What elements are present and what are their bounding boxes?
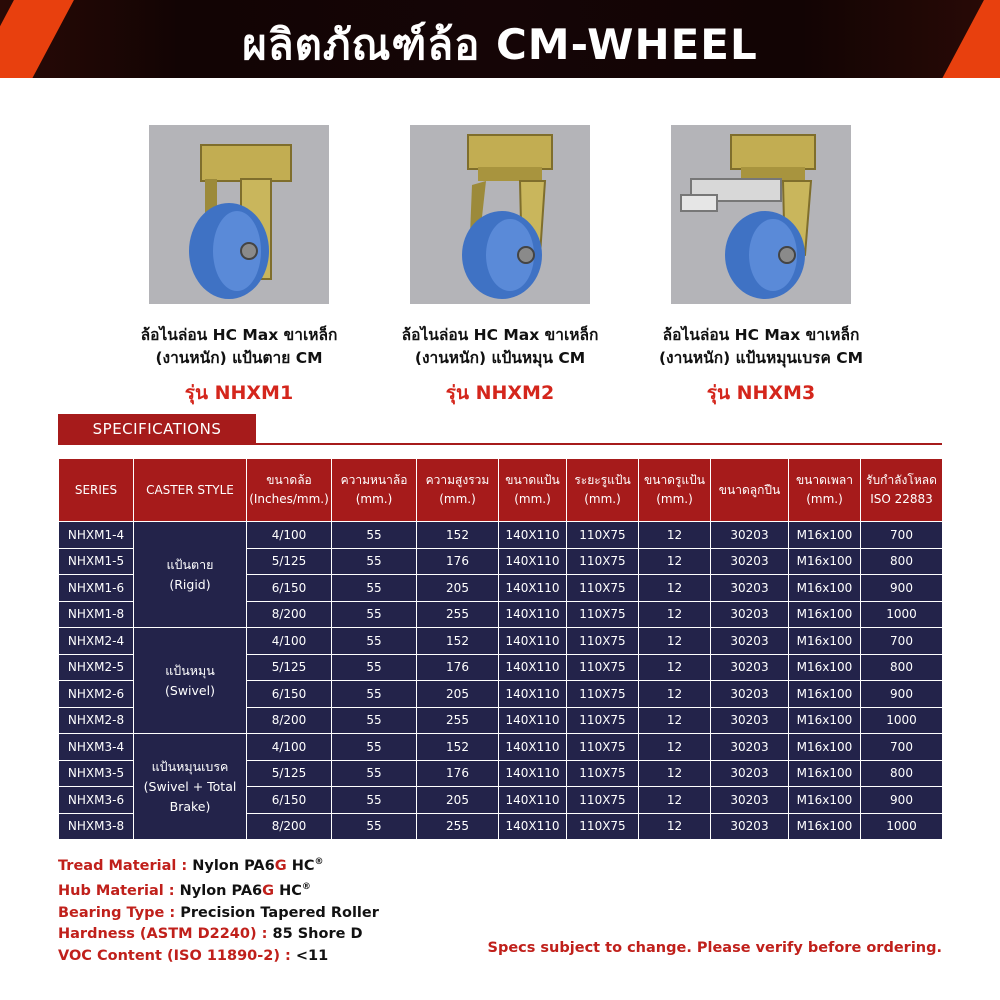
product-name [104, 324, 374, 370]
series-cell: NHXM3-5 [59, 760, 134, 787]
table-row [59, 734, 943, 761]
plate-size-cell: 140X110 [499, 654, 567, 681]
axle-size-cell: M16x100 [789, 654, 861, 681]
axle-size-cell: M16x100 [789, 707, 861, 734]
column-header-unit: (mm.) [806, 492, 843, 506]
caster-style-line: แป้นหมุน [165, 662, 215, 678]
axle-size-cell: M16x100 [789, 522, 861, 549]
axle-size-cell: M16x100 [789, 760, 861, 787]
note-label: Hardness (ASTM D2240) : [58, 926, 268, 943]
overall-height-cell: 255 [417, 813, 499, 840]
table-row [59, 522, 943, 549]
bolt-hole-spacing-cell: 110X75 [567, 760, 639, 787]
product-name [365, 324, 635, 370]
wheel-size-cell: 5/125 [247, 548, 332, 575]
product-card-nhxm3 [626, 125, 896, 408]
table-header-row [59, 459, 943, 522]
wheel-size-cell: 8/200 [247, 813, 332, 840]
wheel-size-cell: 5/125 [247, 760, 332, 787]
load-capacity-cell: 700 [861, 628, 943, 655]
product-photo-swivel-caster [410, 125, 590, 304]
wheel-width-cell: 55 [332, 601, 417, 628]
wheel-width-cell: 55 [332, 681, 417, 708]
wheel-width-cell: 55 [332, 707, 417, 734]
bolt-hole-spacing-cell: 110X75 [567, 707, 639, 734]
column-header [134, 459, 247, 522]
column-header-unit: (mm.) [439, 492, 476, 506]
bolt-hole-size-cell: 12 [639, 548, 711, 575]
column-header-unit: (mm.) [514, 492, 551, 506]
bearing-size-cell: 30203 [711, 681, 789, 708]
product-name-line: (งานหนัก) แป้นตาย CM [155, 349, 323, 367]
bolt-hole-size-cell: 12 [639, 734, 711, 761]
product-photo-brake-caster [671, 125, 851, 304]
bolt-hole-size-cell: 12 [639, 787, 711, 814]
overall-height-cell: 205 [417, 575, 499, 602]
bolt-hole-size-cell: 12 [639, 681, 711, 708]
column-header-label: ความหนาล้อ [340, 473, 408, 487]
caster-style-line: แป้นหมุนเบรค [151, 758, 229, 774]
series-cell: NHXM3-4 [59, 734, 134, 761]
note-tread-material [58, 852, 379, 877]
bolt-hole-size-cell: 12 [639, 601, 711, 628]
load-capacity-cell: 1000 [861, 601, 943, 628]
note-value: Precision Tapered Roller [175, 904, 379, 921]
load-capacity-cell: 800 [861, 548, 943, 575]
column-header [789, 459, 861, 522]
plate-size-cell: 140X110 [499, 601, 567, 628]
bearing-size-cell: 30203 [711, 548, 789, 575]
overall-height-cell: 255 [417, 707, 499, 734]
bolt-hole-size-cell: 12 [639, 654, 711, 681]
registered-mark: ® [301, 882, 311, 893]
bolt-hole-spacing-cell: 110X75 [567, 628, 639, 655]
table-body [59, 522, 943, 840]
wheel-size-cell: 6/150 [247, 787, 332, 814]
overall-height-cell: 176 [417, 548, 499, 575]
wheel-size-cell: 4/100 [247, 628, 332, 655]
column-header-unit: (mm.) [584, 492, 621, 506]
note-value-highlight: G [262, 883, 275, 900]
page-title: ผลิตภัณฑ์ล้อ CM-WHEEL [242, 20, 758, 69]
wheel-width-cell: 55 [332, 654, 417, 681]
series-cell: NHXM1-8 [59, 601, 134, 628]
material-notes [58, 852, 379, 967]
bearing-size-cell: 30203 [711, 707, 789, 734]
swivel-caster-icon [410, 125, 590, 304]
caster-style-line: (Swivel) [165, 682, 215, 698]
axle-size-cell: M16x100 [789, 628, 861, 655]
bearing-size-cell: 30203 [711, 760, 789, 787]
series-cell: NHXM2-5 [59, 654, 134, 681]
wheel-width-cell: 55 [332, 813, 417, 840]
bolt-hole-spacing-cell: 110X75 [567, 654, 639, 681]
wheel-width-cell: 55 [332, 522, 417, 549]
note-value: <11 [290, 947, 329, 964]
product-name-line: ล้อไนล่อน HC Max ขาเหล็ก [401, 326, 599, 344]
wheel-size-cell: 6/150 [247, 681, 332, 708]
note-value: 85 Shore D [267, 926, 363, 943]
page-header [0, 0, 1000, 78]
wheel-size-cell: 8/200 [247, 601, 332, 628]
plate-size-cell: 140X110 [499, 548, 567, 575]
product-model: รุ่น NHXM3 [706, 382, 816, 404]
axle-size-cell: M16x100 [789, 734, 861, 761]
series-cell: NHXM3-6 [59, 787, 134, 814]
load-capacity-cell: 700 [861, 734, 943, 761]
bearing-size-cell: 30203 [711, 787, 789, 814]
wheel-width-cell: 55 [332, 575, 417, 602]
wheel-width-cell: 55 [332, 548, 417, 575]
note-label: Tread Material : [58, 857, 188, 874]
specifications-tab: SPECIFICATIONS [58, 414, 256, 444]
note-label: Hub Material : [58, 883, 175, 900]
caster-style-line: (Swivel + Total [143, 778, 237, 794]
overall-height-cell: 205 [417, 681, 499, 708]
product-name-line: ล้อไนล่อน HC Max ขาเหล็ก [662, 326, 860, 344]
axle-size-cell: M16x100 [789, 601, 861, 628]
wheel-size-cell: 4/100 [247, 734, 332, 761]
load-capacity-cell: 800 [861, 654, 943, 681]
wheel-size-cell: 4/100 [247, 522, 332, 549]
column-header-label: ระยะรูแป้น [574, 473, 631, 487]
column-header [332, 459, 417, 522]
bolt-hole-spacing-cell: 110X75 [567, 548, 639, 575]
specs-disclaimer: Specs subject to change. Please verify before ordering. [487, 940, 942, 956]
product-card-nhxm1 [104, 125, 374, 408]
note-hardness [58, 924, 379, 946]
wheel-width-cell: 55 [332, 787, 417, 814]
series-cell: NHXM1-4 [59, 522, 134, 549]
note-value: HC [286, 857, 315, 874]
plate-size-cell: 140X110 [499, 787, 567, 814]
bearing-size-cell: 30203 [711, 813, 789, 840]
column-header [59, 459, 134, 522]
product-card-nhxm2 [365, 125, 635, 408]
bolt-hole-spacing-cell: 110X75 [567, 734, 639, 761]
bolt-hole-spacing-cell: 110X75 [567, 681, 639, 708]
note-value: Nylon PA6 [174, 883, 263, 900]
bolt-hole-spacing-cell: 110X75 [567, 522, 639, 549]
column-header [417, 459, 499, 522]
column-header-label: ความสูงรวม [425, 473, 490, 487]
series-cell: NHXM1-5 [59, 548, 134, 575]
rigid-caster-icon [149, 125, 329, 304]
wheel-width-cell: 55 [332, 734, 417, 761]
overall-height-cell: 152 [417, 628, 499, 655]
plate-size-cell: 140X110 [499, 575, 567, 602]
load-capacity-cell: 800 [861, 760, 943, 787]
column-header [861, 459, 943, 522]
caster-style-cell [134, 522, 247, 628]
note-value-highlight: G [274, 857, 287, 874]
series-cell: NHXM2-8 [59, 707, 134, 734]
bearing-size-cell: 30203 [711, 628, 789, 655]
load-capacity-cell: 700 [861, 522, 943, 549]
load-capacity-cell: 1000 [861, 707, 943, 734]
bolt-hole-spacing-cell: 110X75 [567, 813, 639, 840]
bolt-hole-size-cell: 12 [639, 760, 711, 787]
wheel-size-cell: 6/150 [247, 575, 332, 602]
bolt-hole-size-cell: 12 [639, 813, 711, 840]
column-header-unit: (Inches/mm.) [249, 492, 329, 506]
product-name-line: ล้อไนล่อน HC Max ขาเหล็ก [140, 326, 338, 344]
product-name-line: (งานหนัก) แป้นหมุน CM [414, 349, 586, 367]
plate-size-cell: 140X110 [499, 522, 567, 549]
note-voc-content [58, 946, 379, 968]
caster-style-cell [134, 628, 247, 734]
note-value: Nylon PA6 [187, 857, 275, 874]
column-header [639, 459, 711, 522]
bearing-size-cell: 30203 [711, 654, 789, 681]
plate-size-cell: 140X110 [499, 681, 567, 708]
column-header-label: ขนาดล้อ [266, 473, 312, 487]
column-header-unit: (mm.) [656, 492, 693, 506]
column-header [567, 459, 639, 522]
note-value: HC [274, 883, 302, 900]
bolt-hole-spacing-cell: 110X75 [567, 601, 639, 628]
plate-size-cell: 140X110 [499, 707, 567, 734]
column-header [499, 459, 567, 522]
column-header-label: ขนาดลูกปืน [718, 482, 781, 497]
column-header-label: รับกำลังโหลด [866, 473, 937, 487]
series-cell: NHXM2-4 [59, 628, 134, 655]
axle-size-cell: M16x100 [789, 813, 861, 840]
bolt-hole-size-cell: 12 [639, 522, 711, 549]
specifications-divider [58, 443, 942, 445]
axle-size-cell: M16x100 [789, 681, 861, 708]
overall-height-cell: 176 [417, 654, 499, 681]
brake-caster-icon [671, 125, 851, 304]
overall-height-cell: 255 [417, 601, 499, 628]
axle-size-cell: M16x100 [789, 575, 861, 602]
product-photo-rigid-caster [149, 125, 329, 304]
product-model: รุ่น NHXM2 [445, 382, 555, 404]
registered-mark: ® [314, 857, 324, 867]
column-header-label: ขนาดแป้น [505, 473, 560, 487]
column-header-label: SERIES [74, 482, 118, 497]
load-capacity-cell: 1000 [861, 813, 943, 840]
overall-height-cell: 152 [417, 522, 499, 549]
note-bearing-type [58, 903, 379, 925]
column-header-unit: (mm.) [355, 492, 393, 506]
product-name [626, 324, 896, 370]
bearing-size-cell: 30203 [711, 601, 789, 628]
note-label: VOC Content (ISO 11890-2) : [58, 947, 291, 964]
column-header-label: ขนาดเพลา [795, 473, 854, 487]
column-header [247, 459, 332, 522]
axle-size-cell: M16x100 [789, 787, 861, 814]
table-row [59, 628, 943, 655]
overall-height-cell: 176 [417, 760, 499, 787]
column-header-label: CASTER STYLE [146, 482, 234, 497]
load-capacity-cell: 900 [861, 575, 943, 602]
load-capacity-cell: 900 [861, 787, 943, 814]
caster-style-cell [134, 734, 247, 840]
product-name-line: (งานหนัก) แป้นหมุนเบรค CM [658, 349, 864, 367]
bolt-hole-size-cell: 12 [639, 575, 711, 602]
plate-size-cell: 140X110 [499, 628, 567, 655]
bolt-hole-spacing-cell: 110X75 [567, 575, 639, 602]
overall-height-cell: 205 [417, 787, 499, 814]
axle-size-cell: M16x100 [789, 548, 861, 575]
specifications-table [58, 458, 943, 840]
column-header-label: ขนาดรูแป้น [644, 473, 705, 487]
column-header [711, 459, 789, 522]
series-cell: NHXM3-8 [59, 813, 134, 840]
product-model: รุ่น NHXM1 [184, 382, 294, 404]
plate-size-cell: 140X110 [499, 760, 567, 787]
caster-style-line: Brake) [169, 798, 211, 814]
bearing-size-cell: 30203 [711, 522, 789, 549]
wheel-size-cell: 5/125 [247, 654, 332, 681]
plate-size-cell: 140X110 [499, 813, 567, 840]
wheel-width-cell: 55 [332, 628, 417, 655]
bolt-hole-spacing-cell: 110X75 [567, 787, 639, 814]
caster-style-line: (Rigid) [169, 576, 211, 592]
note-label: Bearing Type : [58, 904, 176, 921]
bearing-size-cell: 30203 [711, 734, 789, 761]
plate-size-cell: 140X110 [499, 734, 567, 761]
bearing-size-cell: 30203 [711, 575, 789, 602]
caster-style-line: แป้นตาย [166, 556, 214, 572]
bolt-hole-size-cell: 12 [639, 628, 711, 655]
bolt-hole-size-cell: 12 [639, 707, 711, 734]
overall-height-cell: 152 [417, 734, 499, 761]
load-capacity-cell: 900 [861, 681, 943, 708]
note-hub-material [58, 877, 379, 902]
wheel-size-cell: 8/200 [247, 707, 332, 734]
wheel-width-cell: 55 [332, 760, 417, 787]
series-cell: NHXM1-6 [59, 575, 134, 602]
column-header-unit: ISO 22883 [870, 492, 933, 506]
series-cell: NHXM2-6 [59, 681, 134, 708]
